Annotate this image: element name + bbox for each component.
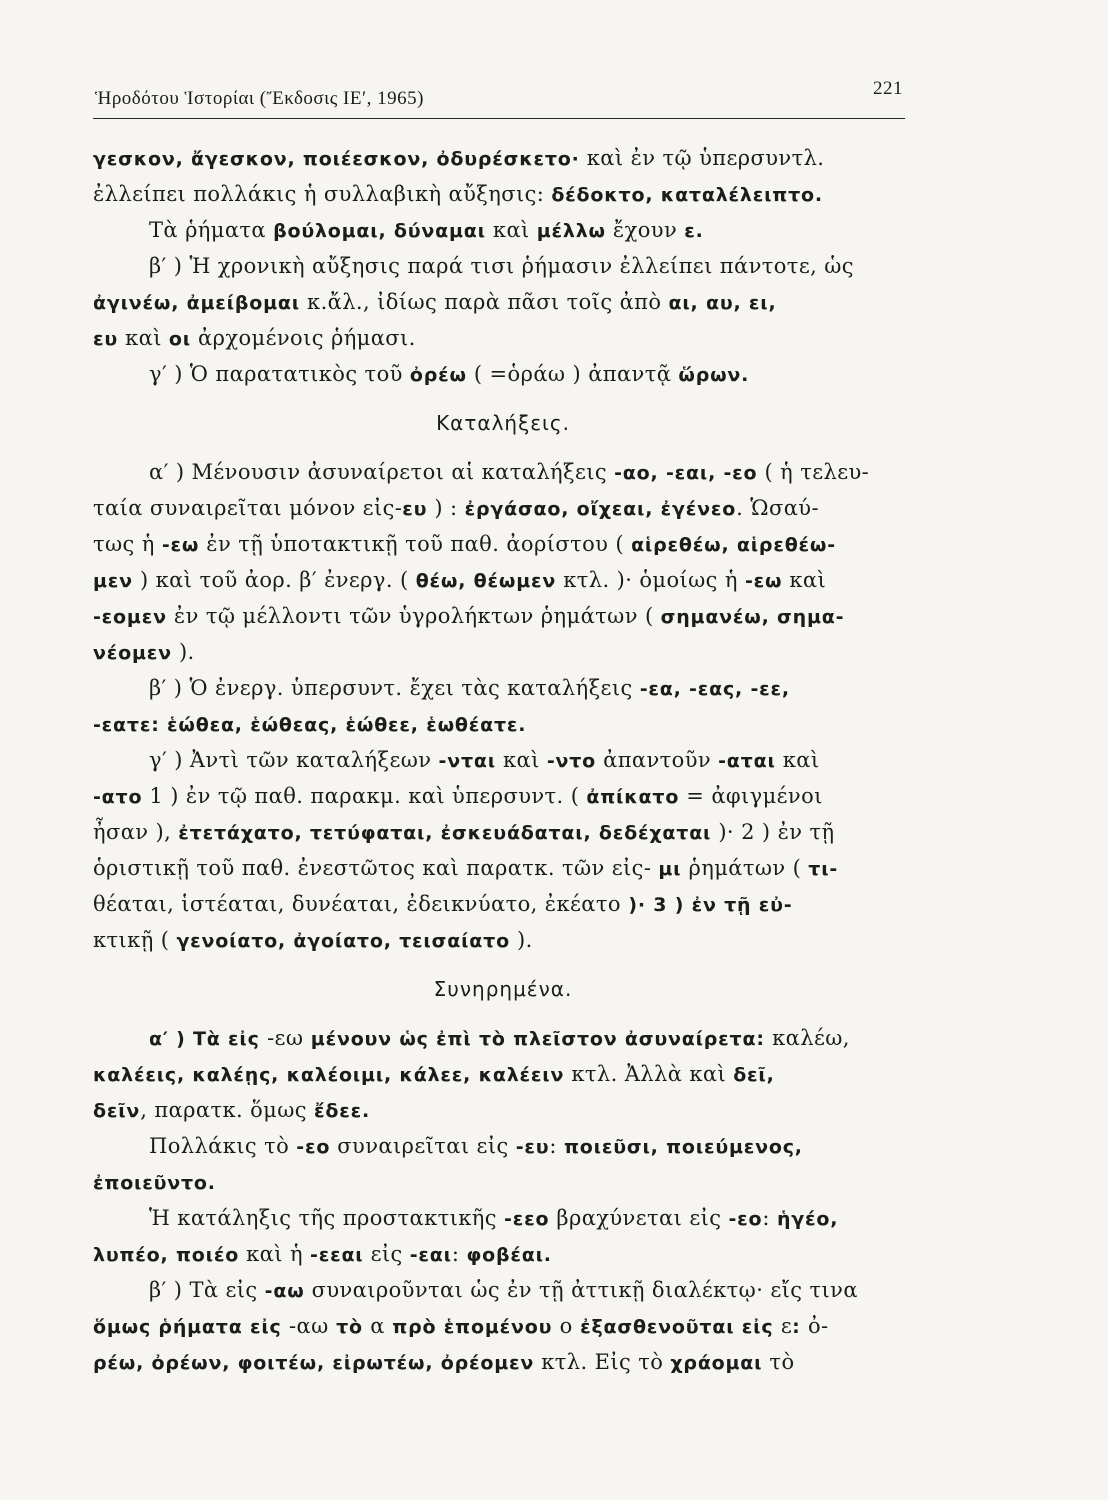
text-run: ὀ- (807, 1314, 829, 1338)
text-run: ) : (427, 496, 465, 520)
text-line (93, 1056, 913, 1092)
text-run: 1 ) ἐν τῷ παθ. παρακμ. καὶ ὑπερσυντ. ( (142, 784, 587, 808)
bold-form: -εο (296, 1136, 331, 1158)
text-run: καὶ (775, 748, 820, 772)
bold-form: δεῖν (93, 1100, 141, 1122)
text-run: κτλ. Εἰς τὸ (534, 1350, 671, 1374)
text-run: β′ ) Ἡ χρονικὴ αὔξησις παρά τισι ῥήμασιν ἐλλείπει πάντοτε, ὡς (149, 254, 854, 278)
text-line (93, 742, 913, 778)
text-run: ) καὶ τοῦ ἀορ. β′ ἐνεργ. ( (132, 568, 416, 592)
bold-form: ευ (402, 498, 428, 520)
bold-form: -εατε: ἑώθεα, ἑώθεας, ἑώθεε, ἑωθέατε. (93, 714, 527, 736)
text-line (93, 670, 913, 706)
text-run: κτικῇ ( (93, 928, 177, 952)
text-run: α′ ) Μένουσιν ἀσυναίρετοι αἱ καταλήξεις (149, 460, 615, 484)
text-run: κτλ. Ἀλλὰ καὶ (564, 1062, 734, 1086)
bold-form: λυπέο, ποιέο (93, 1244, 240, 1266)
text-line (93, 454, 913, 490)
running-title: Ἡροδότου Ἱστορίαι (Ἔκδοσις ΙΕ′, 1965) (95, 88, 424, 109)
text-run: κτλ. )· ὁμοίως ἡ (556, 568, 745, 592)
text-line (93, 886, 913, 922)
text-run: καὶ (118, 326, 169, 350)
text-line (93, 778, 913, 814)
bold-form: ἐτετάχατο, τετύφαται, ἐσκευάδαται, δεδέχαται (178, 822, 712, 844)
bold-form: ἡγέο, (776, 1208, 839, 1230)
text-line (93, 1236, 913, 1272)
bold-form: -εο (728, 1208, 763, 1230)
bold-form: -εω (744, 570, 783, 592)
text-line (93, 212, 913, 248)
text-run: συναιροῦνται ὡς ἐν τῇ ἀττικῇ διαλέκτῳ· εἴς τινα (304, 1278, 858, 1302)
text-run: καλέω, (772, 1026, 850, 1050)
text-line (93, 248, 913, 284)
bold-form: ὀρέω (409, 364, 467, 386)
text-run: ἔχουν (605, 218, 685, 242)
bold-form: ἀπίκατο (586, 786, 680, 808)
bold-form: -αω (264, 1280, 305, 1302)
bold-form: τὸ (328, 1316, 371, 1338)
bold-form: μέλλω (536, 220, 606, 242)
text-run: ( ἡ τελευ- (757, 460, 870, 484)
bold-form: βούλομαι, δύναμαι (273, 220, 486, 242)
text-line (93, 490, 913, 526)
text-line (93, 598, 913, 634)
bold-form: νέομεν (93, 642, 172, 664)
text-line (93, 284, 913, 320)
bold-form: μεν (93, 570, 133, 592)
bold-form: ἐργάσαο, οἴχεαι, ἐγένεο (464, 498, 737, 520)
text-run: : (549, 1134, 564, 1158)
text-body (93, 140, 913, 1380)
bold-form: αι, αυ, ει, (668, 292, 777, 314)
page-header (93, 74, 905, 119)
text-run: καὶ (485, 218, 537, 242)
text-line (93, 634, 913, 670)
text-run: καὶ (782, 568, 827, 592)
text-line (93, 176, 913, 212)
text-run: εἰς (363, 1242, 410, 1266)
text-run: -εω (267, 1026, 304, 1050)
page-number: 221 (873, 78, 903, 99)
section-heading: Καταλήξεις. (436, 411, 570, 435)
text-run: συναιρεῖται εἰς (330, 1134, 516, 1158)
bold-form: τι- (808, 858, 839, 880)
bold-form: -νται (438, 750, 496, 772)
bold-form: -εα, -εας, -εε, (639, 678, 790, 700)
bold-form: καλέεις, καλέῃς, καλέοιμι, κάλεε, καλέειν (93, 1064, 565, 1086)
section-heading: Συνηρημένα. (433, 977, 573, 1001)
text-line (93, 320, 913, 356)
bold-form: -ευ (515, 1136, 550, 1158)
text-run: θέαται, ἱστέαται, δυνέαται, ἐδεικνύατο, ἐκέατο (93, 892, 621, 916)
text-line (93, 850, 913, 886)
bold-form: -ντο (546, 750, 597, 772)
text-line (93, 1164, 913, 1200)
bold-form: ρέω, ὀρέων, φοιτέω, εἰρωτέω, ὀρέομεν (93, 1352, 535, 1374)
bold-form: μένουν ὡς ἐπὶ τὸ πλεῖστον ἀσυναίρετα: (303, 1028, 773, 1050)
text-run: β′ ) Τὰ εἰς (149, 1278, 265, 1302)
bold-form: : (792, 1316, 808, 1338)
bold-form: ὥρων. (678, 364, 750, 386)
text-run: γ′ ) Ὁ παρατατικὸς τοῦ (149, 362, 410, 386)
bold-form: φοβέαι. (466, 1244, 552, 1266)
text-line (93, 1200, 913, 1236)
text-run: α (370, 1314, 385, 1338)
bold-form: -αο, -εαι, -εο (614, 462, 758, 484)
bold-form: αἱρεθέω, αἱρεθέω- (631, 534, 836, 556)
bold-form: χράομαι (670, 1352, 763, 1374)
bold-form: α′ ) Τὰ εἰς (149, 1028, 268, 1050)
text-line (93, 1344, 913, 1380)
text-line (93, 706, 913, 742)
bold-form: πρὸ ἑπομένου (384, 1316, 560, 1338)
bold-form: ευ (93, 328, 119, 350)
text-run: ἀπαντοῦν (596, 748, 719, 772)
text-run: τὸ (762, 1350, 795, 1374)
bold-form: -εεαι (310, 1244, 364, 1266)
bold-form: ἔδεε. (314, 1100, 370, 1122)
text-line (93, 1272, 913, 1308)
text-run: ( =ὁράω ) ἀπαντᾷ (466, 362, 679, 386)
text-run: καὶ ἡ (239, 1242, 311, 1266)
bold-form: γενοίατο, ἀγοίατο, τεισαίατο (176, 930, 510, 952)
bold-form: δεῖ, (733, 1064, 775, 1086)
text-run: Ἡ κατάληξις τῆς προστακτικῆς (149, 1206, 505, 1230)
text-run: ἐλλείπει πολλάκις ἡ συλλαβικὴ αὔξησις: (93, 182, 552, 206)
bold-form: μι (658, 858, 682, 880)
bold-form: ε. (684, 220, 704, 242)
bold-form: -εεο (504, 1208, 550, 1230)
text-run: β′ ) Ὁ ἐνεργ. ὑπερσυντ. ἔχει τὰς καταλήξεις (149, 676, 640, 700)
bold-form: ποιεῦσι, ποιεύμενος, (563, 1136, 803, 1158)
text-run: : (451, 1242, 467, 1266)
text-run: ε (780, 1314, 793, 1338)
text-line (93, 1092, 913, 1128)
text-line (93, 140, 913, 176)
text-run: ἀρχομένοις ῥήμασι. (190, 326, 416, 350)
text-line (93, 814, 913, 850)
text-line (93, 922, 913, 958)
bold-form: -αται (718, 750, 776, 772)
text-run: = ἀφιγμένοι (679, 784, 823, 808)
text-run: )· 2 ) ἐν τῇ (711, 820, 835, 844)
text-line (93, 1020, 913, 1056)
text-run: κ.ἄλ., ἰδίως παρὰ πᾶσι τοῖς ἀπὸ (299, 290, 669, 314)
text-run: ). (509, 928, 533, 952)
bold-form: δέδοκτο, καταλέλειπτο. (551, 184, 823, 206)
text-line (93, 562, 913, 598)
bold-form: οι (168, 328, 191, 350)
text-run: . Ὡσαύ- (736, 496, 819, 520)
bold-form: σημανέω, σημα- (660, 606, 845, 628)
text-line (93, 356, 913, 392)
text-run: ο (559, 1314, 573, 1338)
text-run: ταία συναιρεῖται μόνον εἰς- (93, 496, 403, 520)
text-run: βραχύνεται εἰς (549, 1206, 729, 1230)
bold-form: γεσκον, ἄγεσκον, ποιέεσκον, ὀδυρέσκετο· (93, 148, 580, 170)
bold-form: -εαι (409, 1244, 452, 1266)
text-run: ). (171, 640, 195, 664)
text-run: : (762, 1206, 777, 1230)
bold-form: ἀγινέω, ἀμείβομαι (93, 292, 300, 314)
bold-form: )· 3 ) ἐν τῇ εὐ- (620, 894, 793, 916)
bold-form: -εω (161, 534, 200, 556)
text-run: Τὰ ῥήματα (149, 218, 274, 242)
text-run: τως ἡ (93, 532, 162, 556)
text-run: καὶ (495, 748, 547, 772)
text-run: -αω (289, 1314, 329, 1338)
text-line (93, 1128, 913, 1164)
text-line (93, 526, 913, 562)
bold-form: -εομεν (93, 606, 167, 628)
bold-form: θέω, θέωμεν (415, 570, 557, 592)
text-run: ὁριστικῇ τοῦ παθ. ἐνεστῶτος καὶ παρατκ. τῶν εἰς- (93, 856, 659, 880)
bold-form: ἐξασθενοῦται εἰς (572, 1316, 781, 1338)
text-run: ἐν τῇ ὑποτακτικῇ τοῦ παθ. ἀορίστου ( (199, 532, 632, 556)
bold-form: ἐποιεῦντο. (93, 1172, 216, 1194)
text-run: , παρατκ. ὅμως (140, 1098, 314, 1122)
text-run: ῥημάτων ( (681, 856, 809, 880)
text-run: γ′ ) Ἀντὶ τῶν καταλήξεων (149, 748, 439, 772)
text-run: καὶ ἐν τῷ ὑπερσυντλ. (579, 146, 825, 170)
text-run: ἐν τῷ μέλλοντι τῶν ὑγρολήκτων ῥημάτων ( (166, 604, 661, 628)
text-line (93, 1308, 913, 1344)
text-run: ἦσαν ), (93, 820, 179, 844)
bold-form: -ατο (93, 786, 143, 808)
bold-form: ὅμως ῥήματα εἰς (93, 1316, 290, 1338)
text-run: Πολλάκις τὸ (149, 1134, 297, 1158)
